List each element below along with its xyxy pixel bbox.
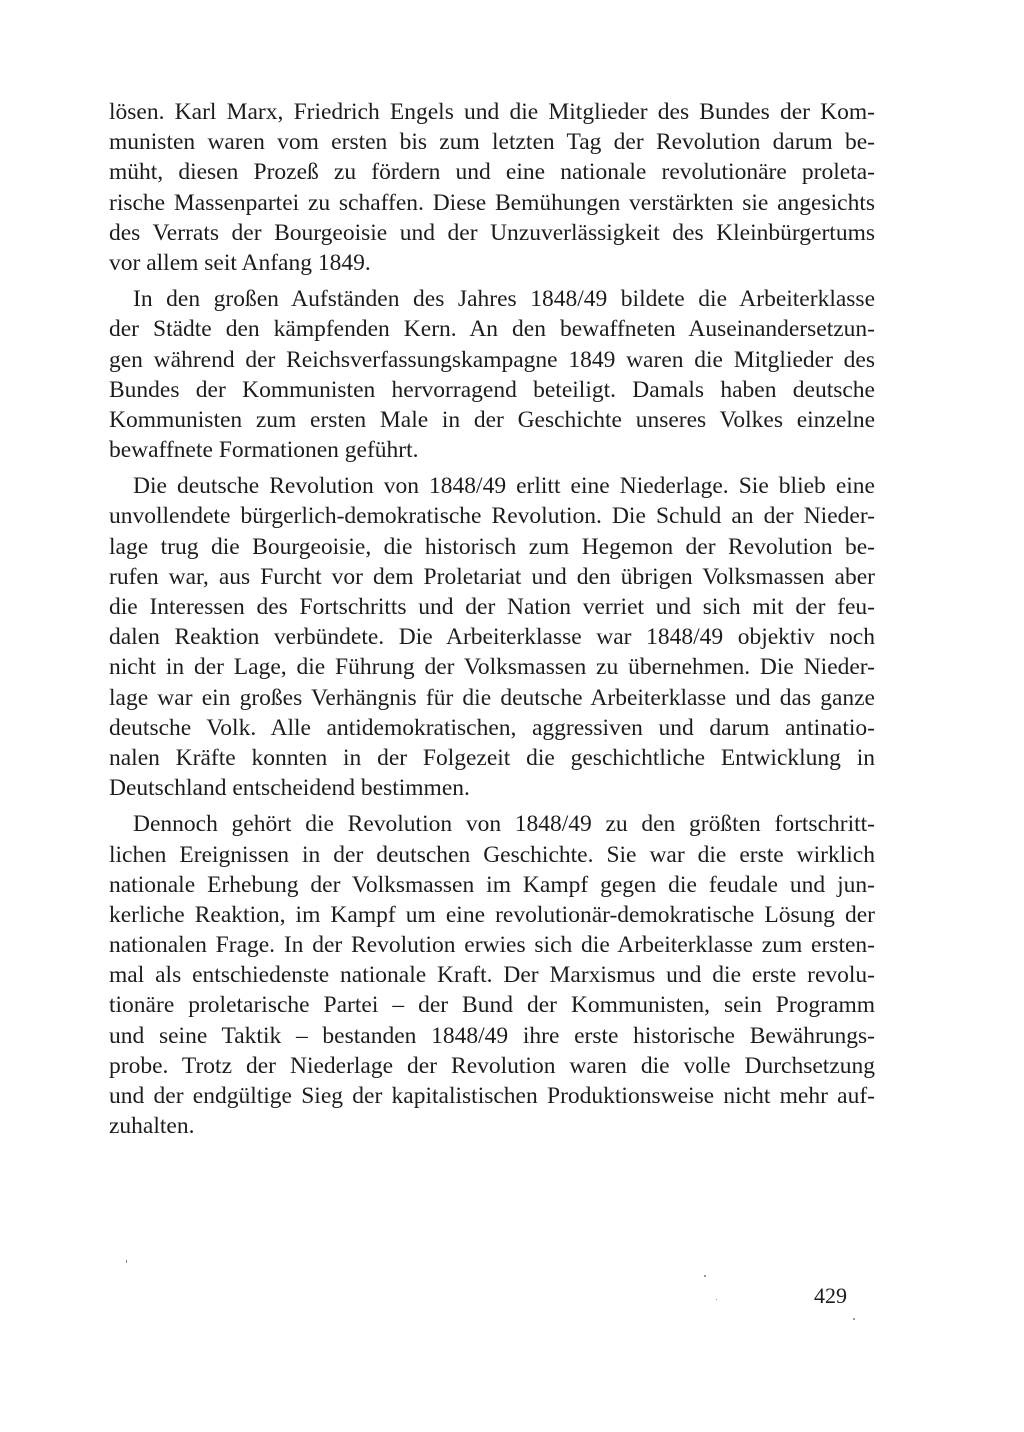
text-line: des Verrats der Bourgeoisie und der Unzuverlässigkeit des Kleinbürgertums: [109, 219, 875, 246]
text-line: lage trug die Bourgeoisie, die historisch zum Hegemon der Revolution be-: [109, 533, 875, 560]
paragraph: [109, 471, 875, 803]
paragraph: [109, 284, 875, 465]
text-line: Deutschland entscheidend bestimmen.: [109, 775, 470, 802]
text-line: Bundes der Kommunisten hervorragend beteiligt. Damals haben deutsche: [109, 376, 875, 403]
text-line: der Städte den kämpfenden Kern. An den bewaffneten Auseinandersetzun-: [109, 316, 875, 343]
text-line: bewaffnete Formationen geführt.: [109, 437, 419, 464]
print-speck: [126, 1260, 127, 1263]
text-line: Die deutsche Revolution von 1848/49 erlitt eine Niederlage. Sie blieb eine: [133, 473, 875, 500]
print-speck: [853, 1318, 855, 1320]
text-line: In den großen Aufständen des Jahres 1848/49 bildete die Arbeiterklasse: [133, 286, 875, 313]
text-line: müht, diesen Prozeß zu fördern und eine nationale revolutionäre proleta-: [109, 159, 875, 186]
text-line: munisten waren vom ersten bis zum letzten Tag der Revolution darum be-: [109, 129, 875, 156]
text-line: nationalen Frage. In der Revolution erwies sich die Arbeiterklasse zum ersten-: [109, 932, 875, 959]
print-speck: [716, 1299, 717, 1300]
text-line: unvollendete bürgerlich-demokratische Revolution. Die Schuld an der Nieder-: [109, 503, 875, 530]
text-line: zuhalten.: [109, 1113, 195, 1140]
text-line: rufen war, aus Furcht vor dem Proletariat und den übrigen Volksmassen aber: [109, 563, 875, 590]
text-line: nalen Kräfte konnten in der Folgezeit die geschichtliche Entwicklung in: [109, 744, 875, 771]
text-line: lage war ein großes Verhängnis für die deutsche Arbeiterklasse und das ganze: [109, 684, 875, 711]
text-line: Kommunisten zum ersten Male in der Geschichte unseres Volkes einzelne: [109, 406, 875, 433]
text-line: probe. Trotz der Niederlage der Revolution waren die volle Durchsetzung: [109, 1052, 875, 1079]
text-line: die Interessen des Fortschritts und der Nation verriet und sich mit der feu-: [109, 594, 875, 620]
text-line: lichen Ereignissen in der deutschen Geschichte. Sie war die erste wirklich: [109, 841, 875, 868]
text-line: vor allem seit Anfang 1849.: [109, 249, 371, 276]
body-text: [109, 97, 875, 1141]
text-line: gen während der Reichsverfassungskampagne 1849 waren die Mitglieder des: [109, 346, 875, 373]
text-line: deutsche Volk. Alle antidemokratischen, aggressiven und darum antinatio-: [109, 714, 875, 741]
text-line: mal als entschiedenste nationale Kraft. Der Marxismus und die erste revolu-: [109, 962, 875, 989]
text-line: nationale Erhebung der Volksmassen im Kampf gegen die feudale und jun-: [109, 871, 875, 898]
text-line: kerliche Reaktion, im Kampf um eine revolutionär-demokratische Lösung der: [109, 901, 875, 928]
text-line: lösen. Karl Marx, Friedrich Engels und die Mitglieder des Bundes der Kom-: [109, 99, 875, 125]
paragraph: [109, 809, 875, 1141]
text-line: dalen Reaktion verbündete. Die Arbeiterklasse war 1848/49 objektiv noch: [109, 624, 875, 651]
text-line: tionäre proletarische Partei – der Bund der Kommunisten, sein Programm: [109, 992, 875, 1019]
page-number: 429: [814, 1283, 847, 1308]
text-line: und seine Taktik – bestanden 1848/49 ihre erste historische Bewährungs-: [109, 1022, 875, 1049]
print-speck: [704, 1275, 706, 1277]
paragraph: [109, 97, 875, 278]
text-line: und der endgültige Sieg der kapitalistischen Produktionsweise nicht mehr auf-: [109, 1083, 875, 1109]
text-line: nicht in der Lage, die Führung der Volksmassen zu übernehmen. Die Nieder-: [109, 654, 875, 681]
text-line: Dennoch gehört die Revolution von 1848/49 zu den größten fortschritt-: [133, 811, 875, 838]
text-line: rische Massenpartei zu schaffen. Diese Bemühungen verstärkten sie angesichts: [109, 189, 875, 216]
